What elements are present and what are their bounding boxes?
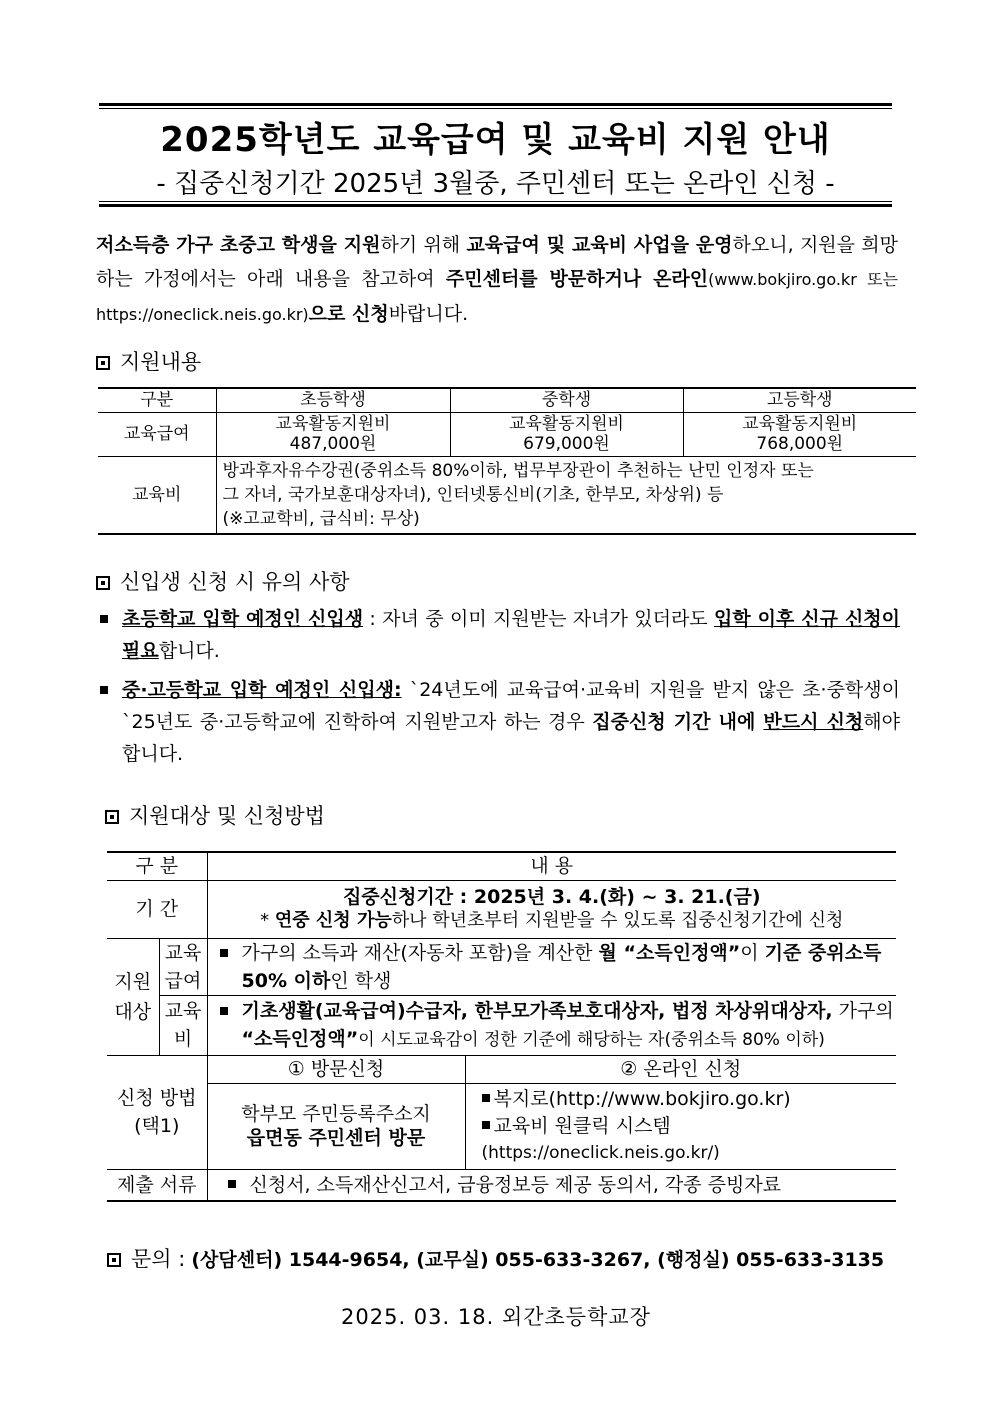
header-high: 고등학생 xyxy=(683,388,916,412)
bullet-icon xyxy=(228,1180,236,1188)
cell-edu-benefit xyxy=(207,938,896,995)
edu-cost-text-1: 가구의 xyxy=(832,999,894,1022)
cell-visit xyxy=(207,1083,465,1169)
cell-high xyxy=(683,412,916,456)
section-target-method-heading xyxy=(105,800,325,830)
square-bullet-icon xyxy=(107,1253,121,1267)
edu-cost-bold-2: “소득인정액” xyxy=(241,1027,359,1050)
cell-edu-cost xyxy=(207,995,896,1055)
intro-text-1: 하기 위해 xyxy=(380,234,467,256)
table-row xyxy=(98,456,916,534)
cell-amount: 487,000원 xyxy=(289,434,377,454)
footer-signature: 2025. 03. 18. 외간초등학교장 xyxy=(341,1305,651,1329)
bullet-icon xyxy=(220,1007,228,1015)
visit-line-2: 읍면동 주민센터 방문 xyxy=(246,1127,426,1149)
intro-bold-2: 교육급여 및 교육비 사업을 운영 xyxy=(466,234,733,256)
cell-name: 교육활동지원비 xyxy=(742,414,858,434)
visit-line-1: 학부모 주민등록주소지 xyxy=(241,1103,431,1125)
page-subtitle: - 집중신청기간 2025년 3월중, 주민센터 또는 온라인 신청 - xyxy=(156,169,835,199)
header-category: 구분 xyxy=(98,388,216,412)
edu-benefit-text-1: 가구의 소득과 재산(자동차 포함)을 계산한 xyxy=(241,941,599,964)
bullet-icon xyxy=(482,1121,490,1129)
bullet-icon xyxy=(220,949,228,957)
note2-underlined: 중·고등학교 입학 예정인 신입생: xyxy=(122,679,402,701)
intro-text-4: 바랍니다. xyxy=(388,303,469,325)
note1-text: : 자녀 중 이미 지원받는 자녀가 있더라도 xyxy=(363,608,715,630)
note2-text-2: 해야 합니다. xyxy=(122,711,900,765)
target-method-table xyxy=(107,851,896,1202)
title-top-rule xyxy=(99,103,892,106)
detail-line: 방과후자유수강권(중위소득 80%이하, 법무부장관이 추천하는 난민 인정자 또는 xyxy=(222,460,814,481)
intro-paragraph xyxy=(96,228,898,332)
table-row-docs xyxy=(107,1169,896,1201)
intro-bold-1: 저소득층 가구 초중고 학생을 지원 xyxy=(96,234,381,256)
section-freshman-notes-heading xyxy=(96,566,350,596)
contact-label: 문의 : xyxy=(131,1247,186,1271)
cell-elementary xyxy=(216,412,450,456)
freshman-note-2 xyxy=(100,674,900,770)
row-label-edu-cost: 교육비 xyxy=(98,456,216,534)
square-bullet-icon xyxy=(105,810,119,824)
table-row xyxy=(98,412,916,456)
edu-benefit-bold-2: 기준 중위소득 50% 이하 xyxy=(241,941,882,992)
period-note-bold: 연중 신청 가능 xyxy=(274,910,392,931)
note1-underlined-2: 입학 이후 신규 신청이 필요 xyxy=(122,608,901,662)
table-row-method-head xyxy=(107,1055,896,1083)
row-label-target: 지원 대상 xyxy=(107,938,159,1055)
page-title: 2025학년도 교육급여 및 교육비 지원 안내 xyxy=(160,120,831,160)
method-online-head: ② 온라인 신청 xyxy=(465,1055,896,1083)
row-label-docs: 제출 서류 xyxy=(107,1169,207,1201)
table-header-row xyxy=(98,388,916,412)
period-main: 집중신청기간 : 2025년 3. 4.(화) ~ 3. 21.(금) xyxy=(342,886,761,908)
bullet-icon xyxy=(100,686,108,694)
intro-text-2: 하오니, 지원을 희망하는 가정에서는 아래 내용을 참고하여 xyxy=(96,234,899,290)
table-row-edu-cost xyxy=(107,995,896,1055)
note2-text: `24년도에 교육급여·교육비 지원을 받지 않은 초·중학생이 `25년도 중·고등학교에 진학하여 지원받고자 하는 경우 xyxy=(122,679,900,733)
table-row-edu-benefit xyxy=(107,938,896,995)
period-note-text: 하나 학년초부터 지원받을 수 있도록 집중신청기간에 신청 xyxy=(391,910,844,931)
title-bottom-rule xyxy=(99,204,892,207)
square-bullet-icon xyxy=(96,356,110,370)
square-bullet-icon xyxy=(96,576,110,590)
header-middle: 중학생 xyxy=(450,388,683,412)
edu-benefit-text-2: 이 xyxy=(740,941,765,964)
bullet-icon xyxy=(482,1094,490,1102)
support-content-table xyxy=(98,387,916,535)
note1-text-2: 합니다. xyxy=(158,640,220,662)
header-category: 구 분 xyxy=(107,852,207,880)
cell-online xyxy=(465,1083,896,1169)
detail-line: (※고교학비, 급식비: 무상) xyxy=(222,508,420,529)
cell-amount: 768,000원 xyxy=(756,434,844,454)
contact-numbers: (상담센터) 1544-9654, (교무실) 055-633-3267, (행정실) 055-633-3135 xyxy=(191,1249,885,1271)
note2-bold: 집중신청 기간 내에 xyxy=(592,711,764,733)
edu-cost-bold-1: 기초생활(교육급여)수급자, 한부모가족보호대상자, 법정 차상위대상자, xyxy=(241,999,833,1022)
edu-cost-text-2: 이 시도교육감이 정한 기준에 해당하는 자(중위소득 80% 이하) xyxy=(358,1029,825,1050)
detail-line: 그 자녀, 국가보훈대상자녀), 인터넷통신비(기초, 한부모, 차상위) 등 xyxy=(222,484,724,505)
online-oneclick-link[interactable]: (https://oneclick.neis.go.kr/) xyxy=(481,1142,720,1163)
contact-line xyxy=(107,1243,884,1273)
cell-docs xyxy=(207,1169,896,1201)
row-label-edu-cost: 교육 비 xyxy=(159,995,207,1055)
intro-bold-3: 주민센터를 방문하거나 온라인 xyxy=(445,268,709,290)
table-row-method xyxy=(107,1083,896,1169)
period-note xyxy=(208,909,897,933)
table-row-period xyxy=(107,880,896,938)
section1-heading-text: 지원내용 xyxy=(120,350,202,374)
period-note-asterisk: * xyxy=(260,910,275,931)
intro-urls: (www.bokjiro.go.kr 또는 https://oneclick.neis.go.kr) xyxy=(96,270,898,324)
row-label-edu-benefit: 교육 급여 xyxy=(159,938,207,995)
online-bokjiro-link[interactable]: 복지로(http://www.bokjiro.go.kr) xyxy=(493,1087,791,1110)
note2-underlined-2: 반드시 신청 xyxy=(763,711,864,733)
cell-middle xyxy=(450,412,683,456)
edu-benefit-text-3: 인 학생 xyxy=(330,969,392,992)
freshman-note-1 xyxy=(100,603,900,667)
cell-name: 교육활동지원비 xyxy=(275,414,391,434)
section-support-content-heading xyxy=(96,346,201,376)
cell-name: 교육활동지원비 xyxy=(509,414,624,434)
title-bottom-rule-thin xyxy=(99,201,892,202)
method-visit-head: ① 방문신청 xyxy=(207,1055,465,1083)
online-oneclick-label: 교육비 원클릭 시스템 xyxy=(493,1114,671,1137)
cell-period xyxy=(207,880,896,938)
row-label-method: 신청 방법 (택1) xyxy=(107,1055,207,1169)
table-header-row xyxy=(107,852,896,880)
intro-bold-4: 으로 신청 xyxy=(308,303,389,325)
cell-amount: 679,000원 xyxy=(523,434,610,454)
section3-heading-text: 지원대상 및 신청방법 xyxy=(129,804,325,828)
row-label-edu-benefit: 교육급여 xyxy=(98,412,216,456)
cell-edu-cost-detail xyxy=(216,456,916,534)
title-top-rule-thin xyxy=(99,108,892,109)
docs-text: 신청서, 소득재산신고서, 금융정보등 제공 동의서, 각종 증빙자료 xyxy=(249,1173,782,1196)
edu-benefit-bold-1: 월 “소득인정액” xyxy=(598,941,741,964)
header-content: 내 용 xyxy=(207,852,896,880)
section2-heading-text: 신입생 신청 시 유의 사항 xyxy=(120,570,350,594)
note1-underlined: 초등학교 입학 예정인 신입생 xyxy=(122,608,364,630)
bullet-icon xyxy=(100,615,108,623)
header-elementary: 초등학생 xyxy=(216,388,450,412)
row-label-period: 기 간 xyxy=(107,880,207,938)
